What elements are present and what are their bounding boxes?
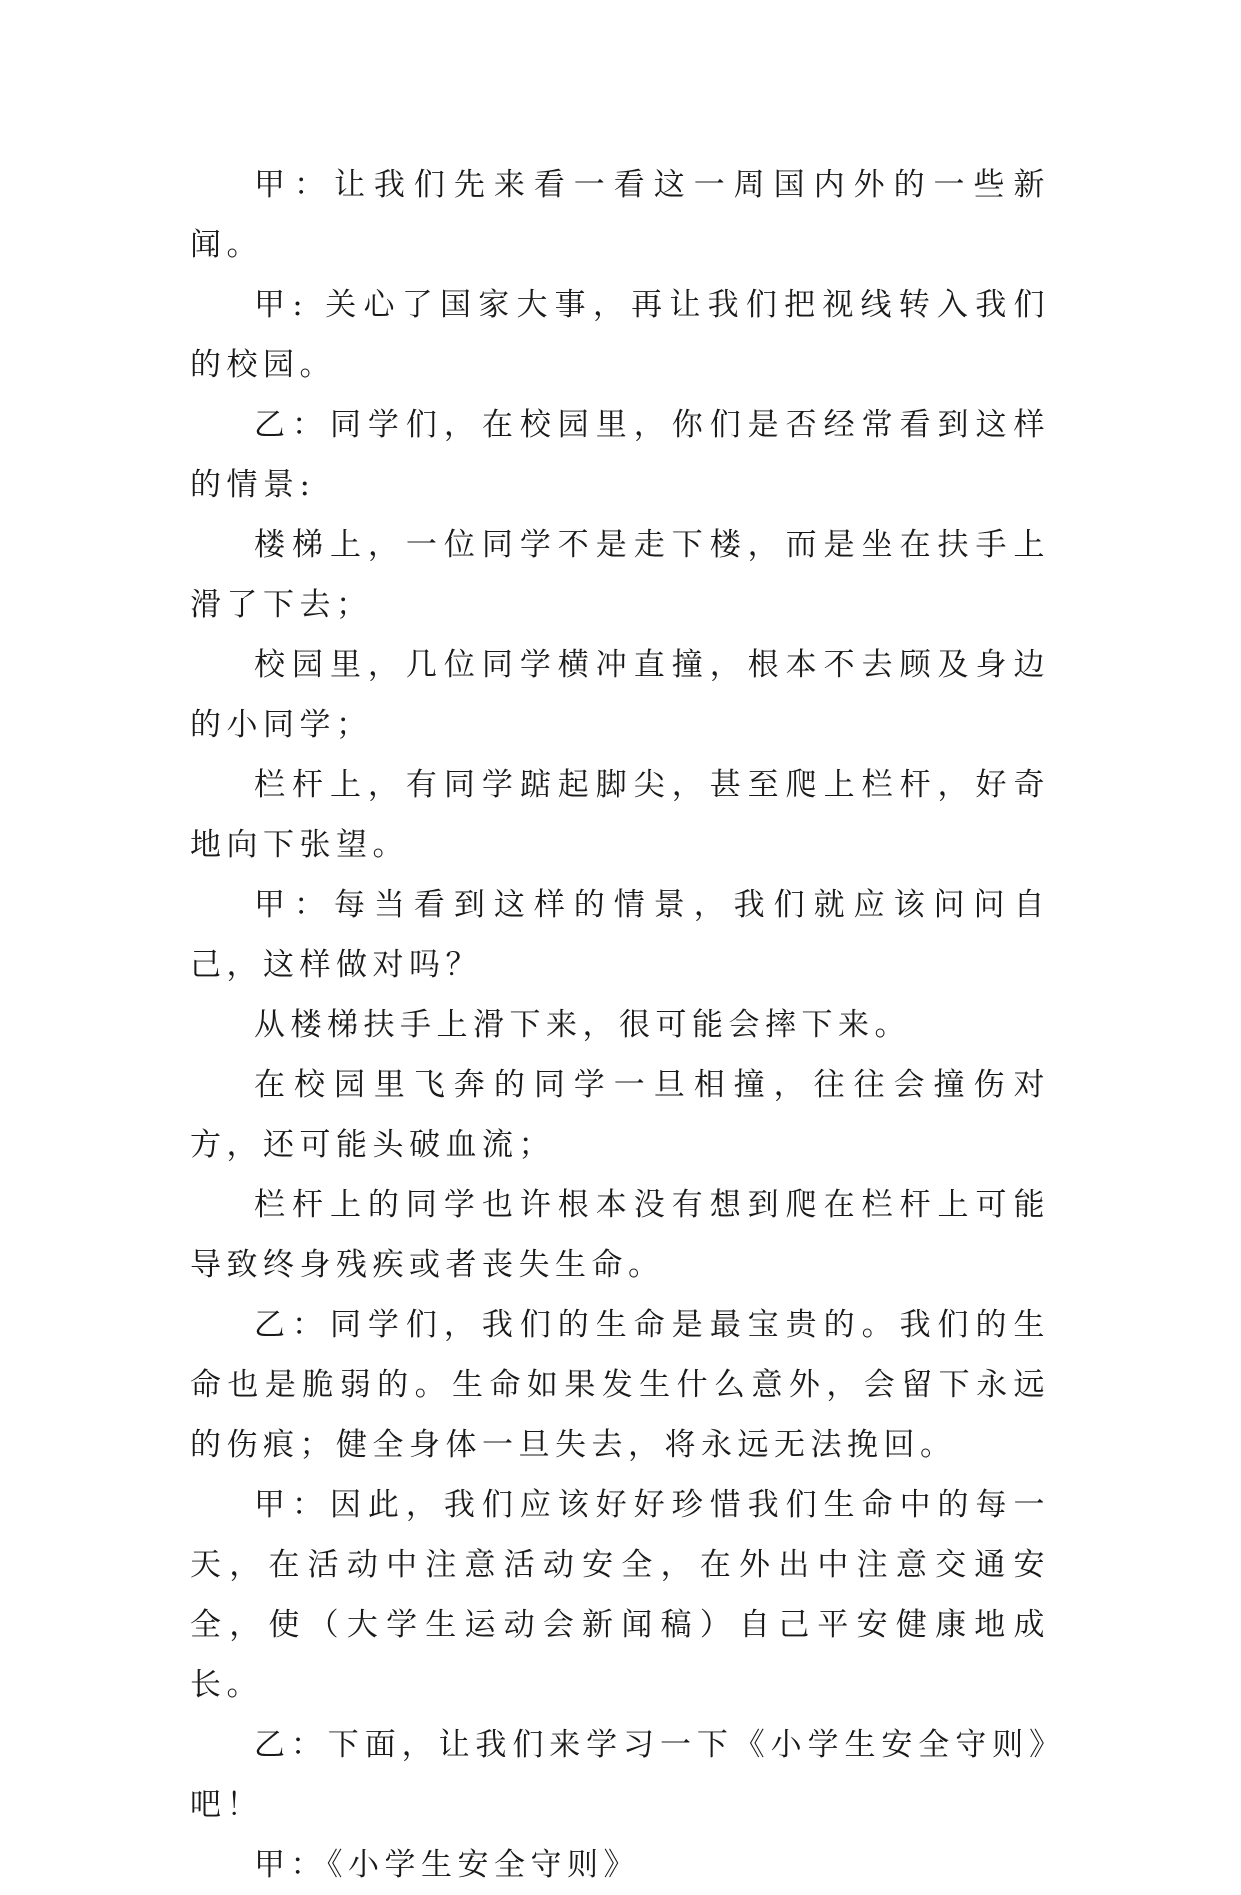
paragraph: 校园里，几位同学横冲直撞，根本不去顾及身边的小同学； xyxy=(190,647,1050,743)
paragraph: 乙：下面，让我们来学习一下《小学生安全守则》吧！ xyxy=(190,1727,1050,1823)
paragraph: 乙：同学们，在校园里，你们是否经常看到这样的情景: xyxy=(190,407,1050,503)
paragraph: 从楼梯扶手上滑下来，很可能会摔下来。 xyxy=(254,1007,911,1043)
paragraph: 甲：因此，我们应该好好珍惜我们生命中的每一天，在活动中注意活动安全，在外出中注意交通安全，使（大学生运动会新闻稿）自己平安健康地成长。 xyxy=(190,1487,1050,1703)
paragraph: 甲：让我们先来看一看这一周国内外的一些新闻。 xyxy=(190,167,1050,263)
paragraph: 栏杆上的同学也许根本没有想到爬在栏杆上可能导致终身残疾或者丧失生命。 xyxy=(190,1187,1050,1283)
document-body xyxy=(190,155,1050,1895)
paragraph: 甲：《小学生安全守则》 xyxy=(254,1847,640,1883)
paragraph: 在校园里飞奔的同学一旦相撞，往往会撞伤对方，还可能头破血流； xyxy=(190,1067,1050,1163)
paragraph: 乙：同学们，我们的生命是最宝贵的。我们的生命也是脆弱的。生命如果发生什么意外，会留下永远的伤痕；健全身体一旦失去，将永远无法挽回。 xyxy=(190,1307,1050,1463)
paragraph: 甲：每当看到这样的情景，我们就应该问问自己，这样做对吗？ xyxy=(190,887,1050,983)
paragraph: 楼梯上，一位同学不是走下楼，而是坐在扶手上滑了下去； xyxy=(190,527,1050,623)
paragraph: 甲: 关心了国家大事，再让我们把视线转入我们的校园。 xyxy=(190,287,1050,383)
paragraph: 栏杆上，有同学踮起脚尖，甚至爬上栏杆，好奇地向下张望。 xyxy=(190,767,1050,863)
